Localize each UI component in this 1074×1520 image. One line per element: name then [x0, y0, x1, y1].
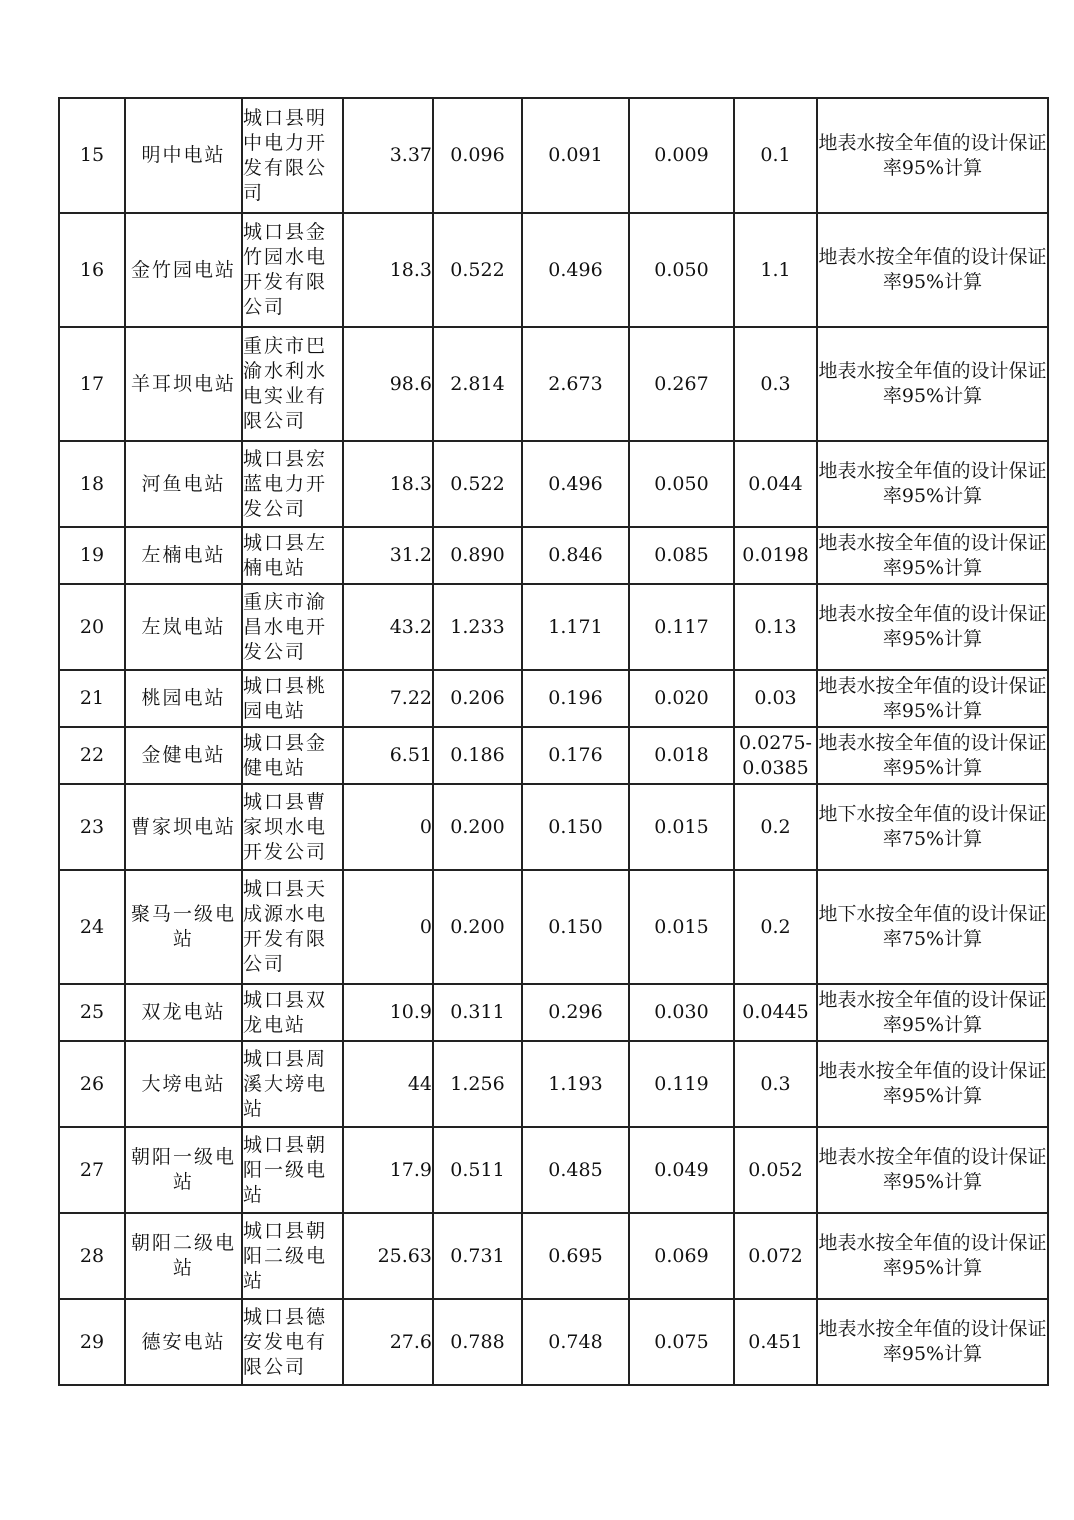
- flow-value: 0.3: [734, 327, 817, 441]
- value-3: 0.267: [629, 327, 734, 441]
- value-2: 0.196: [522, 670, 629, 727]
- capacity-value: 3.37: [343, 98, 433, 213]
- capacity-value: 18.3: [343, 213, 433, 327]
- table-row: [59, 984, 1048, 1041]
- station-name: 羊耳坝电站: [125, 327, 242, 441]
- remark: 地表水按全年值的设计保证率95%计算: [817, 984, 1048, 1041]
- row-number: 21: [59, 670, 125, 727]
- value-1: 0.731: [433, 1213, 522, 1299]
- value-1: 1.233: [433, 584, 522, 670]
- remark: 地表水按全年值的设计保证率95%计算: [817, 327, 1048, 441]
- remark: 地下水按全年值的设计保证率75%计算: [817, 784, 1048, 870]
- value-2: 0.176: [522, 727, 629, 784]
- value-3: 0.009: [629, 98, 734, 213]
- station-name: 金竹园电站: [125, 213, 242, 327]
- owner-company: 城口县金健电站: [242, 727, 343, 784]
- value-2: 0.150: [522, 870, 629, 984]
- capacity-value: 25.63: [343, 1213, 433, 1299]
- capacity-value: 10.9: [343, 984, 433, 1041]
- value-3: 0.018: [629, 727, 734, 784]
- value-1: 0.200: [433, 870, 522, 984]
- row-number: 15: [59, 98, 125, 213]
- table-row: [59, 213, 1048, 327]
- value-2: 1.193: [522, 1041, 629, 1127]
- remark: 地表水按全年值的设计保证率95%计算: [817, 441, 1048, 527]
- owner-company: 城口县金竹园水电开发有限公司: [242, 213, 343, 327]
- flow-value: 0.072: [734, 1213, 817, 1299]
- value-3: 0.050: [629, 213, 734, 327]
- owner-company: 城口县天成源水电开发有限公司: [242, 870, 343, 984]
- row-number: 24: [59, 870, 125, 984]
- remark: 地表水按全年值的设计保证率95%计算: [817, 1041, 1048, 1127]
- capacity-value: 31.2: [343, 527, 433, 584]
- table-row: [59, 784, 1048, 870]
- row-number: 25: [59, 984, 125, 1041]
- remark: 地表水按全年值的设计保证率95%计算: [817, 1213, 1048, 1299]
- value-3: 0.119: [629, 1041, 734, 1127]
- value-2: 0.150: [522, 784, 629, 870]
- capacity-value: 18.3: [343, 441, 433, 527]
- flow-value: 0.044: [734, 441, 817, 527]
- owner-company: 城口县双龙电站: [242, 984, 343, 1041]
- value-2: 0.846: [522, 527, 629, 584]
- value-2: 0.695: [522, 1213, 629, 1299]
- table-row: [59, 527, 1048, 584]
- flow-value: 0.052: [734, 1127, 817, 1213]
- row-number: 29: [59, 1299, 125, 1385]
- station-name: 左楠电站: [125, 527, 242, 584]
- row-number: 26: [59, 1041, 125, 1127]
- row-number: 18: [59, 441, 125, 527]
- station-name: 金健电站: [125, 727, 242, 784]
- capacity-value: 44: [343, 1041, 433, 1127]
- station-name: 明中电站: [125, 98, 242, 213]
- table-row: [59, 670, 1048, 727]
- value-1: 1.256: [433, 1041, 522, 1127]
- table-row: [59, 870, 1048, 984]
- value-2: 0.748: [522, 1299, 629, 1385]
- capacity-value: 6.51: [343, 727, 433, 784]
- value-1: 0.890: [433, 527, 522, 584]
- row-number: 20: [59, 584, 125, 670]
- remark: 地表水按全年值的设计保证率95%计算: [817, 213, 1048, 327]
- row-number: 16: [59, 213, 125, 327]
- owner-company: 城口县宏蓝电力开发公司: [242, 441, 343, 527]
- owner-company: 重庆市巴渝水利水电实业有限公司: [242, 327, 343, 441]
- value-1: 0.788: [433, 1299, 522, 1385]
- owner-company: 城口县左楠电站: [242, 527, 343, 584]
- value-3: 0.117: [629, 584, 734, 670]
- flow-value: 0.2: [734, 870, 817, 984]
- owner-company: 城口县朝阳二级电站: [242, 1213, 343, 1299]
- owner-company: 重庆市渝昌水电开发公司: [242, 584, 343, 670]
- value-3: 0.030: [629, 984, 734, 1041]
- value-3: 0.015: [629, 870, 734, 984]
- row-number: 23: [59, 784, 125, 870]
- value-2: 0.496: [522, 441, 629, 527]
- value-2: 1.171: [522, 584, 629, 670]
- value-1: 0.206: [433, 670, 522, 727]
- value-2: 0.485: [522, 1127, 629, 1213]
- flow-value: 1.1: [734, 213, 817, 327]
- table-row: [59, 727, 1048, 784]
- remark: 地表水按全年值的设计保证率95%计算: [817, 584, 1048, 670]
- owner-company: 城口县朝阳一级电站: [242, 1127, 343, 1213]
- value-2: 2.673: [522, 327, 629, 441]
- station-name: 河鱼电站: [125, 441, 242, 527]
- remark: 地表水按全年值的设计保证率95%计算: [817, 1299, 1048, 1385]
- value-1: 0.522: [433, 213, 522, 327]
- remark: 地表水按全年值的设计保证率95%计算: [817, 527, 1048, 584]
- capacity-value: 0: [343, 870, 433, 984]
- station-name: 左岚电站: [125, 584, 242, 670]
- flow-value: 0.13: [734, 584, 817, 670]
- station-name: 双龙电站: [125, 984, 242, 1041]
- value-1: 0.522: [433, 441, 522, 527]
- owner-company: 城口县桃园电站: [242, 670, 343, 727]
- remark: 地表水按全年值的设计保证率95%计算: [817, 727, 1048, 784]
- flow-value: 0.2: [734, 784, 817, 870]
- owner-company: 城口县明中电力开发有限公司: [242, 98, 343, 213]
- hydropower-station-table: [58, 97, 1049, 1386]
- table-row: [59, 1299, 1048, 1385]
- capacity-value: 7.22: [343, 670, 433, 727]
- flow-value: 0.0198: [734, 527, 817, 584]
- flow-value: 0.3: [734, 1041, 817, 1127]
- value-1: 0.311: [433, 984, 522, 1041]
- flow-value: 0.0275-0.0385: [734, 727, 817, 784]
- row-number: 28: [59, 1213, 125, 1299]
- capacity-value: 43.2: [343, 584, 433, 670]
- flow-value: 0.0445: [734, 984, 817, 1041]
- station-name: 曹家坝电站: [125, 784, 242, 870]
- station-name: 朝阳二级电站: [125, 1213, 242, 1299]
- station-name: 朝阳一级电站: [125, 1127, 242, 1213]
- value-1: 2.814: [433, 327, 522, 441]
- row-number: 19: [59, 527, 125, 584]
- capacity-value: 17.9: [343, 1127, 433, 1213]
- owner-company: 城口县曹家坝水电开发公司: [242, 784, 343, 870]
- value-3: 0.050: [629, 441, 734, 527]
- capacity-value: 27.6: [343, 1299, 433, 1385]
- table-row: [59, 441, 1048, 527]
- value-3: 0.069: [629, 1213, 734, 1299]
- value-3: 0.085: [629, 527, 734, 584]
- row-number: 22: [59, 727, 125, 784]
- table-row: [59, 1213, 1048, 1299]
- table-row: [59, 1041, 1048, 1127]
- station-name: 德安电站: [125, 1299, 242, 1385]
- value-3: 0.020: [629, 670, 734, 727]
- station-name: 大塝电站: [125, 1041, 242, 1127]
- remark: 地表水按全年值的设计保证率95%计算: [817, 1127, 1048, 1213]
- remark: 地表水按全年值的设计保证率95%计算: [817, 670, 1048, 727]
- table-row: [59, 98, 1048, 213]
- owner-company: 城口县周溪大塝电站: [242, 1041, 343, 1127]
- remark: 地表水按全年值的设计保证率95%计算: [817, 98, 1048, 213]
- owner-company: 城口县德安发电有限公司: [242, 1299, 343, 1385]
- value-1: 0.200: [433, 784, 522, 870]
- table-row: [59, 327, 1048, 441]
- table-row: [59, 1127, 1048, 1213]
- value-2: 0.091: [522, 98, 629, 213]
- remark: 地下水按全年值的设计保证率75%计算: [817, 870, 1048, 984]
- value-3: 0.015: [629, 784, 734, 870]
- value-2: 0.496: [522, 213, 629, 327]
- value-1: 0.511: [433, 1127, 522, 1213]
- flow-value: 0.451: [734, 1299, 817, 1385]
- capacity-value: 98.6: [343, 327, 433, 441]
- flow-value: 0.03: [734, 670, 817, 727]
- row-number: 17: [59, 327, 125, 441]
- value-2: 0.296: [522, 984, 629, 1041]
- table-body: [59, 98, 1048, 1385]
- value-1: 0.186: [433, 727, 522, 784]
- row-number: 27: [59, 1127, 125, 1213]
- table-row: [59, 584, 1048, 670]
- capacity-value: 0: [343, 784, 433, 870]
- flow-value: 0.1: [734, 98, 817, 213]
- station-name: 桃园电站: [125, 670, 242, 727]
- value-3: 0.049: [629, 1127, 734, 1213]
- station-name: 聚马一级电站: [125, 870, 242, 984]
- value-3: 0.075: [629, 1299, 734, 1385]
- value-1: 0.096: [433, 98, 522, 213]
